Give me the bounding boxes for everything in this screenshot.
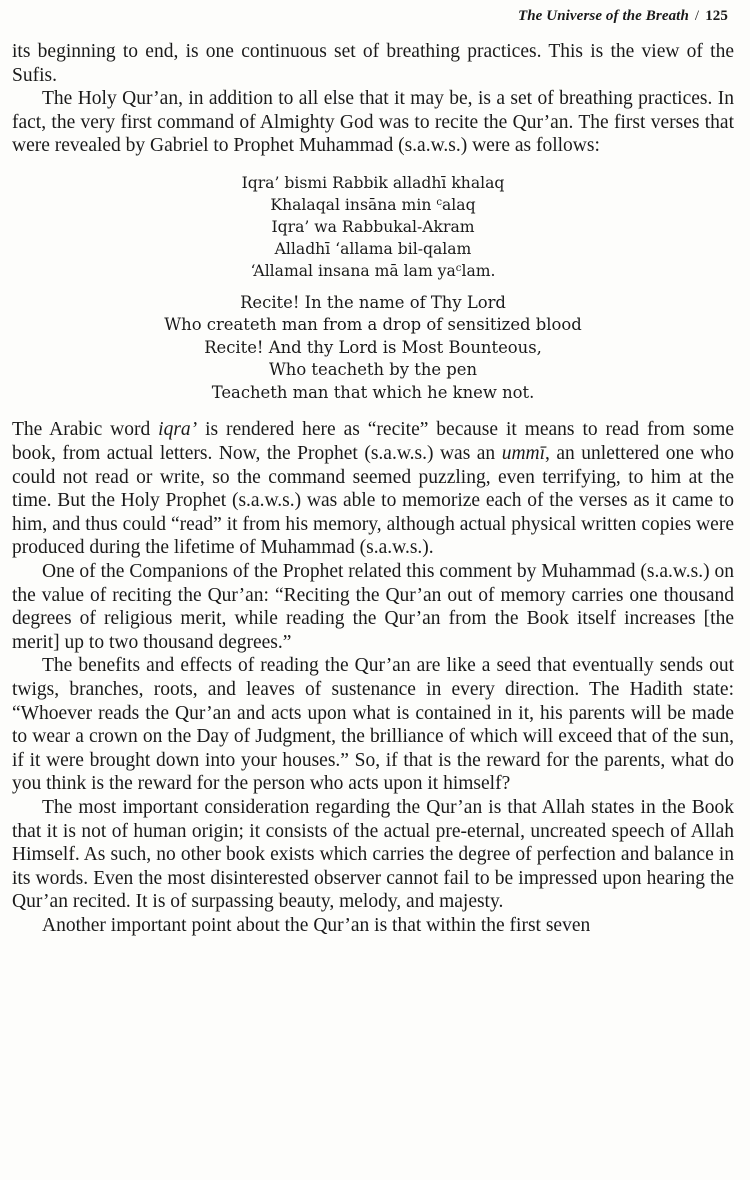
verse-line: Recite! And thy Lord is Most Bounteous, [204, 337, 542, 357]
running-title: The Universe of the Breath [517, 8, 689, 24]
term-iqra: iqra’ [158, 419, 198, 441]
verse-line: Iqra’ bismi Rabbik alladhī khalaq [241, 173, 505, 192]
verse-line: Khalaqal insāna min $^c$alaq [270, 195, 476, 214]
verse-line: Recite! In the name of Thy Lord [240, 292, 506, 312]
verse-line: Alladhī ‘allama bil-qalam [274, 239, 472, 258]
verse-line: Teacheth man that which he knew not. [211, 382, 535, 402]
paragraph: The benefits and effects of reading the Qur’an are like a seed that eventually sends out twigs, branches, roots, and leaves of sustenance in every direction. The Hadith state: “Whoever reads the Qur’an and acts upon what is contained in it, his parents will be made to wear a crown on the Day of Judgment, the brilliance of which will exceed that of the sun, if it were brought down into your houses.” So, if that is the reward for the parents, what do you think is the reward for the person who acts upon it himself? [12, 655, 734, 795]
verse-line: ‘Allamal insana mā lam $ya^clam$. [250, 261, 496, 280]
paragraph: The most important consideration regarding the Qur’an is that Allah states in the Book that it is not of human origin; it consists of the actual pre-eternal, uncreated speech of Allah Himself. As such, no other book exists which carries the degree of perfection and balance in its words. Even the most disinterested observer cannot fail to be impressed upon hearing the Qur’an recited. It is of surpassing beauty, melody, and majesty. [12, 796, 734, 913]
verse-translation [12, 292, 734, 405]
verse-line: Iqra’ wa Rabbukal-Akram [271, 217, 475, 236]
paragraph: Another important point about the Qur’an is that within the first seven [42, 914, 591, 936]
page-body [12, 40, 734, 938]
paragraph: One of the Companions of the Prophet related this comment by Muhammad (s.a.w.s.) on the value of reciting the Qur’an: “Reciting the Qur’an out of memory carries one thousand degrees of religious merit, while reading the Qur’an from the Book itself increases [the merit] up to two thousand degrees.” [12, 561, 734, 653]
running-header [518, 8, 728, 25]
verse-transliteration [12, 172, 734, 282]
page-number: 125 [705, 8, 728, 24]
paragraph: The Arabic word iqra’ is rendered here as “recite” because it means to read from some book, from actual letters. Now, the Prophet (s.a.w.s.) was an ummī, an unlettered one who could not read or write, so the command seemed puzzling, even terrifying, to him at the time. But the Holy Prophet (s.a.w.s.) was able to memorize each of the verses as it came to him, and thus could “read” it from his memory, although actual physical written copies were produced during the lifetime of Muhammad (s.a.w.s.). [12, 419, 735, 559]
term-ummi: ummī [501, 443, 546, 465]
paragraph-continued: its beginning to end, is one continuous set of breathing practices. This is the view of the Sufis. [12, 41, 734, 86]
header-separator: / [694, 8, 700, 24]
verse-line: Who createth man from a drop of sensitized blood [164, 315, 582, 335]
paragraph: The Holy Qur’an, in addition to all else that it may be, is a set of breathing practices. In fact, the very first command of Almighty God was to recite the Qur’an. The first verses that were revealed by Gabriel to Prophet Muhammad (s.a.w.s.) were as follows: [12, 88, 734, 157]
verse-line: Who teacheth by the pen [268, 360, 478, 380]
